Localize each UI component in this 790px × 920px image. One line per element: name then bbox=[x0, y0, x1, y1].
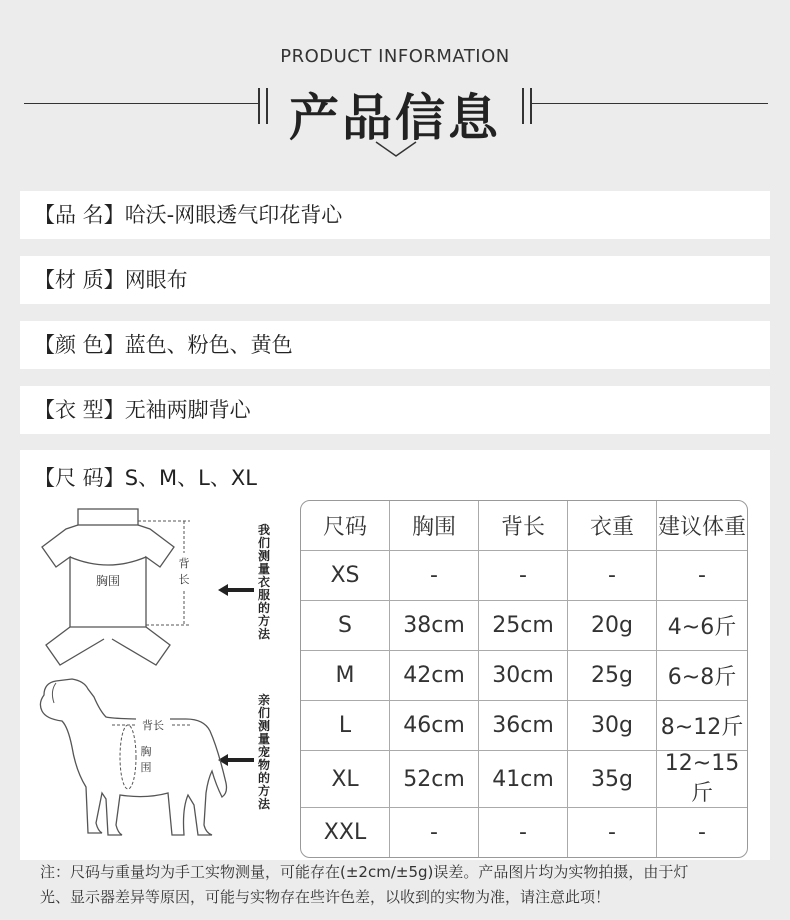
footer-line-1: 注：尺码与重量均为手工实物测量，可能存在(±2cm/±5g)误差。产品图片均为实物拍摄，由于灯 bbox=[40, 863, 689, 881]
size-table-cell: - bbox=[698, 820, 706, 845]
info-row-color bbox=[20, 321, 770, 369]
size-table-row bbox=[301, 701, 747, 751]
size-table-cell: 46cm bbox=[390, 701, 479, 751]
footer-line-2: 光、显示器差异等原因，可能与实物存在些许色差，以收到的实物为准，请注意此项！ bbox=[40, 888, 611, 906]
size-table-cell: 38cm bbox=[390, 601, 479, 651]
size-table-cell: - bbox=[568, 808, 657, 857]
info-value: 哈沃-网眼透气印花背心 bbox=[124, 203, 343, 227]
pet-measure-caption: 亲们测量宠物的方法 bbox=[257, 693, 270, 811]
size-table-cell: 36cm bbox=[479, 701, 568, 751]
size-table-cell: 42cm bbox=[390, 651, 479, 701]
size-table-cell: 25g bbox=[568, 651, 657, 701]
size-table-cell: 12~15斤 bbox=[657, 751, 747, 808]
size-table-cell: 30g bbox=[568, 701, 657, 751]
size-table-row bbox=[301, 808, 747, 857]
arrow-left-icon bbox=[218, 583, 254, 597]
chevron-down-icon bbox=[374, 138, 418, 160]
size-table-header-cell: 衣重 bbox=[568, 501, 657, 551]
size-table-header bbox=[301, 501, 747, 551]
size-value: S、M、L、XL bbox=[124, 466, 257, 490]
size-table-cell: 25cm bbox=[479, 601, 568, 651]
clothes-diagram bbox=[38, 507, 198, 672]
size-table-cell: XS bbox=[301, 551, 390, 601]
section-header bbox=[0, 0, 790, 170]
size-row bbox=[34, 458, 257, 498]
info-value: 蓝色、粉色、黄色 bbox=[124, 333, 293, 357]
size-table-header-cell: 建议体重 bbox=[657, 501, 747, 551]
size-table-cell: - bbox=[479, 808, 568, 857]
size-table-row bbox=[301, 601, 747, 651]
info-value: 网眼布 bbox=[124, 268, 188, 292]
size-table-cell: 6~8斤 bbox=[657, 651, 747, 701]
size-table-cell: - bbox=[657, 551, 747, 601]
size-table-cell: 8~12斤 bbox=[657, 701, 747, 751]
size-table-cell: 20g bbox=[568, 601, 657, 651]
size-table-cell: M bbox=[301, 651, 390, 701]
info-row-material bbox=[20, 256, 770, 304]
size-table-cell: 35g bbox=[568, 751, 657, 808]
dog-back-label: 背长 bbox=[142, 719, 164, 732]
info-row-name bbox=[20, 191, 770, 239]
size-panel bbox=[20, 450, 770, 860]
size-table-header-cell: 背长 bbox=[479, 501, 568, 551]
clothes-chest-label: 胸围 bbox=[95, 574, 121, 588]
size-table-header-cell: 胸围 bbox=[390, 501, 479, 551]
size-table-cell: 41cm bbox=[479, 751, 568, 808]
info-row-style bbox=[20, 386, 770, 434]
info-label: 【材 质】 bbox=[34, 268, 125, 292]
header-right-line bbox=[532, 103, 768, 104]
size-table-row bbox=[301, 551, 747, 601]
size-table-header-cell: 尺码 bbox=[301, 501, 390, 551]
size-table-cell: 52cm bbox=[390, 751, 479, 808]
size-table-cell: - bbox=[390, 808, 479, 857]
size-table-cell: XXL bbox=[301, 808, 390, 857]
info-label: 【颜 色】 bbox=[34, 333, 125, 357]
size-table-cell: S bbox=[301, 601, 390, 651]
header-right-bar-2 bbox=[530, 88, 532, 124]
info-value: 无袖两脚背心 bbox=[124, 398, 251, 422]
section-subtitle: PRODUCT INFORMATION bbox=[280, 46, 510, 67]
dog-chest-label: 胸 bbox=[140, 745, 152, 758]
size-table-cell: - bbox=[390, 551, 479, 601]
clothes-back-label-2: 长 bbox=[178, 573, 190, 586]
clothes-back-label: 背 bbox=[178, 557, 190, 570]
size-table-cell: 30cm bbox=[479, 651, 568, 701]
size-table bbox=[300, 500, 748, 858]
dog-chest-label-2: 围 bbox=[140, 761, 152, 774]
info-label: 【衣 型】 bbox=[34, 398, 125, 422]
size-table-cell: - bbox=[479, 551, 568, 601]
size-table-cell: XL bbox=[301, 751, 390, 808]
footer-note bbox=[40, 860, 760, 910]
info-label: 【品 名】 bbox=[34, 203, 125, 227]
size-table-cell: L bbox=[301, 701, 390, 751]
size-table-cell: 4~6斤 bbox=[657, 601, 747, 651]
clothes-measure-caption: 我们测量衣服的方法 bbox=[257, 523, 270, 641]
section-title: 产品信息 bbox=[289, 89, 501, 147]
size-table-row bbox=[301, 751, 747, 808]
header-right-bar bbox=[522, 88, 524, 124]
size-table-cell: - bbox=[568, 551, 657, 601]
size-label: 【尺 码】 bbox=[34, 466, 125, 490]
size-table-row bbox=[301, 651, 747, 701]
dog-diagram bbox=[36, 675, 232, 845]
